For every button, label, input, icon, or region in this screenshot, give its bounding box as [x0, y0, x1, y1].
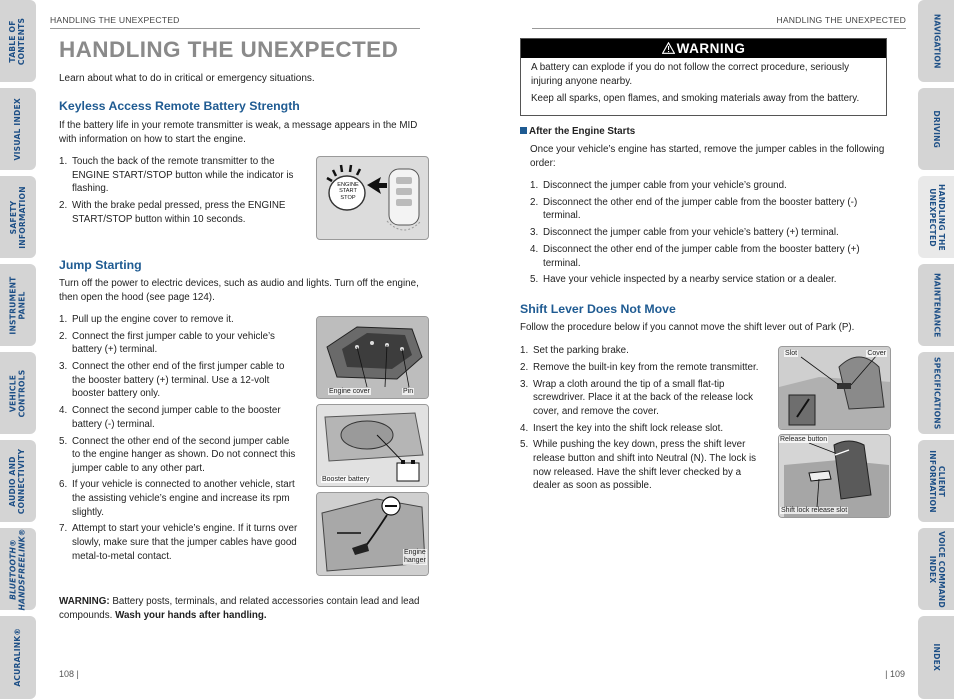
keyless-steps: [59, 155, 294, 229]
list-item: 5. Connect the other end of the second jumper cable to the engine hanger as shown. Do not connect this jumper cable to any other part.: [59, 435, 296, 474]
warning-box-body: [521, 58, 886, 115]
pin-caption: Pin: [403, 388, 414, 395]
left-page: [59, 0, 433, 699]
tab-specifications[interactable]: [918, 352, 954, 434]
tab-voice-command-index[interactable]: [918, 528, 954, 610]
shift-lever-steps: [520, 344, 762, 496]
warning-box-title: WARNING: [676, 41, 746, 56]
page-title: HANDLING THE UNEXPECTED: [59, 37, 399, 62]
tab-label: VOICE COMMAND INDEX: [928, 530, 946, 608]
right-section-tabs: [918, 0, 954, 699]
tab-bluetooth-handsfreelink[interactable]: [0, 528, 36, 610]
list-item: 1. Disconnect the jumper cable from your vehicle’s ground.: [530, 180, 787, 191]
engine-hanger-caption: Engine hanger: [404, 549, 426, 564]
list-item: 7. Attempt to start your vehicle’s engine. If it turns over slowly, make sure that the jumper cables have good metal-to-metal contact.: [59, 523, 298, 562]
list-item: 2. Disconnect the other end of the jumper cable from the booster battery (-) terminal.: [530, 196, 858, 222]
keyless-paragraph: If the battery life in your remote transmitter is weak, a message appears in the MID with information on how to start the engine.: [59, 120, 418, 145]
tab-label: ACURALINK®: [12, 628, 22, 687]
keyless-heading: Keyless Access Remote Battery Strength: [59, 99, 300, 113]
tab-label: DRIVING: [932, 110, 942, 148]
warning-text: Battery posts, terminals, and related accessories contain lead and lead compounds.: [59, 596, 420, 621]
list-item: 1. Pull up the engine cover to remove it.: [59, 314, 234, 325]
tab-label: NAVIGATION: [932, 13, 942, 69]
warning-paragraph: Keep all sparks, open flames, and smoking materials away from the battery.: [531, 93, 860, 105]
shift-console-illustration: [779, 347, 891, 430]
engine-hanger-figure: [316, 492, 429, 576]
list-item: 2. Remove the built-in key from the remote transmitter.: [520, 361, 759, 373]
tab-maintenance[interactable]: [918, 264, 954, 346]
booster-battery-caption: Booster battery: [322, 476, 370, 483]
tab-label: VEHICLE CONTROLS: [8, 369, 26, 417]
list-item: 6. If your vehicle is connected to another vehicle, start the assisting vehicle’s engine and increase its rpm slightly.: [59, 479, 295, 518]
right-running-header: HANDLING THE UNEXPECTED: [532, 15, 906, 29]
shift-lever-paragraph: Follow the procedure below if you cannot move the shift lever out of Park (P).: [520, 322, 855, 333]
after-engine-starts-heading: After the Engine Starts: [520, 126, 635, 137]
battery-illustration: [317, 405, 429, 487]
tab-label: SPECIFICATIONS: [932, 356, 942, 430]
engine-cover-figure: [316, 316, 429, 399]
shift-lock-release-slot-caption: Shift lock release slot: [781, 507, 848, 514]
warning-triangle-icon: [662, 42, 675, 54]
battery-warning-box: [520, 38, 887, 116]
list-item: 4. Connect the second jumper cable to the booster battery (-) terminal.: [59, 405, 281, 430]
tab-navigation[interactable]: [918, 0, 954, 82]
release-button-figure: [778, 434, 891, 518]
tab-label: VISUAL INDEX: [12, 97, 22, 161]
after-engine-starts-steps: [530, 179, 880, 290]
left-section-tabs: [0, 0, 36, 699]
tab-label: CLIENT INFORMATION: [928, 449, 946, 513]
list-item: 2. Connect the first jumper cable to your vehicle’s battery (+) terminal.: [59, 330, 275, 356]
tab-acuralink[interactable]: [0, 616, 36, 699]
tab-label: INDEX: [932, 643, 942, 672]
right-page-number: | 109: [885, 669, 905, 679]
tab-client-information[interactable]: [918, 440, 954, 522]
warning-bold-text: Wash your hands after handling.: [115, 609, 267, 621]
shift-lever-illustration: [779, 435, 891, 518]
right-page: [520, 0, 905, 699]
list-item: 2. With the brake pedal pressed, press the ENGINE START/STOP button within 10 seconds.: [59, 199, 286, 225]
tab-label: INSTRUMENT PANEL: [8, 275, 26, 335]
jump-starting-heading: Jump Starting: [59, 258, 142, 272]
tab-label: SAFETY INFORMATION: [8, 185, 26, 249]
list-item: 4. Disconnect the other end of the jumper cable from the booster battery (+) terminal.: [530, 243, 860, 269]
list-item: 3. Disconnect the jumper cable from your vehicle’s battery (+) terminal.: [530, 227, 839, 239]
engine-start-stop-label: ENGINE START STOP: [337, 182, 359, 201]
tab-audio-connectivity[interactable]: [0, 440, 36, 522]
list-item: 3. Connect the other end of the first jumper cable to the booster battery (+) terminal. Use a 12-volt booster battery only.: [59, 361, 285, 400]
engine-cover-illustration: [317, 317, 429, 399]
shift-lever-heading: Shift Lever Does Not Move: [520, 302, 676, 316]
left-page-number: 108 |: [59, 669, 79, 679]
tab-label: TABLE OF CONTENTS: [8, 17, 27, 65]
tab-table-of-contents[interactable]: [0, 0, 36, 82]
tab-label: MAINTENANCE: [932, 272, 942, 338]
warning-paragraph: A battery can explode if you do not follow the correct procedure, seriously injuring anyone nearby.: [531, 62, 850, 87]
cover-caption: Cover: [867, 350, 886, 357]
list-item: 1. Set the parking brake.: [520, 345, 629, 356]
remote-start-figure: [316, 156, 429, 240]
jump-starting-steps: [59, 313, 299, 566]
list-item: 5. While pushing the key down, press the shift lever release button and shift into Neutral (N). The lock is now released. Have the shift lever checked by a dealer as soon as possible.: [520, 439, 757, 492]
tab-index[interactable]: [918, 616, 954, 699]
intro-text: Learn about what to do in critical or emergency situations.: [59, 73, 315, 84]
warning-box-header: [521, 39, 886, 58]
square-bullet-icon: [520, 127, 527, 134]
tab-visual-index[interactable]: [0, 88, 36, 170]
list-item: 4. Insert the key into the shift lock release slot.: [520, 422, 724, 434]
list-item: 1. Touch the back of the remote transmitter to the ENGINE START/STOP button while the indicator is flashing.: [59, 156, 294, 195]
slot-cover-figure: [778, 346, 891, 430]
list-item: 5. Have your vehicle inspected by a nearby service station or a dealer.: [530, 274, 837, 286]
warning-label: WARNING:: [59, 596, 110, 607]
tab-label: BLUETOOTH® HANDSFREELINK®: [8, 527, 27, 611]
release-button-caption: Release button: [780, 436, 828, 443]
slot-caption: Slot: [785, 350, 798, 357]
booster-battery-figure: [316, 404, 429, 487]
tab-vehicle-controls[interactable]: [0, 352, 36, 434]
tab-handling-the-unexpected[interactable]: [918, 176, 954, 258]
tab-label: HANDLING THE UNEXPECTED: [928, 183, 946, 251]
after-engine-starts-paragraph: Once your vehicle’s engine has started, remove the jumper cables in the following order:: [530, 144, 885, 169]
list-item: 3. Wrap a cloth around the tip of a small flat-tip screwdriver. Place it at the back of the release lock cover, and remove the cover.: [520, 378, 753, 417]
tab-label: AUDIO AND CONNECTIVITY: [8, 448, 27, 514]
engine-cover-caption: Engine cover: [329, 388, 370, 395]
jump-starting-paragraph: Turn off the power to electric devices, such as audio and lights. Turn off the engine, then open the hood (see page 124).: [59, 278, 419, 303]
lead-warning: [59, 595, 433, 622]
tab-instrument-panel[interactable]: [0, 264, 36, 346]
left-running-header: HANDLING THE UNEXPECTED: [50, 15, 420, 29]
tab-driving[interactable]: [918, 88, 954, 170]
tab-safety-information[interactable]: [0, 176, 36, 258]
